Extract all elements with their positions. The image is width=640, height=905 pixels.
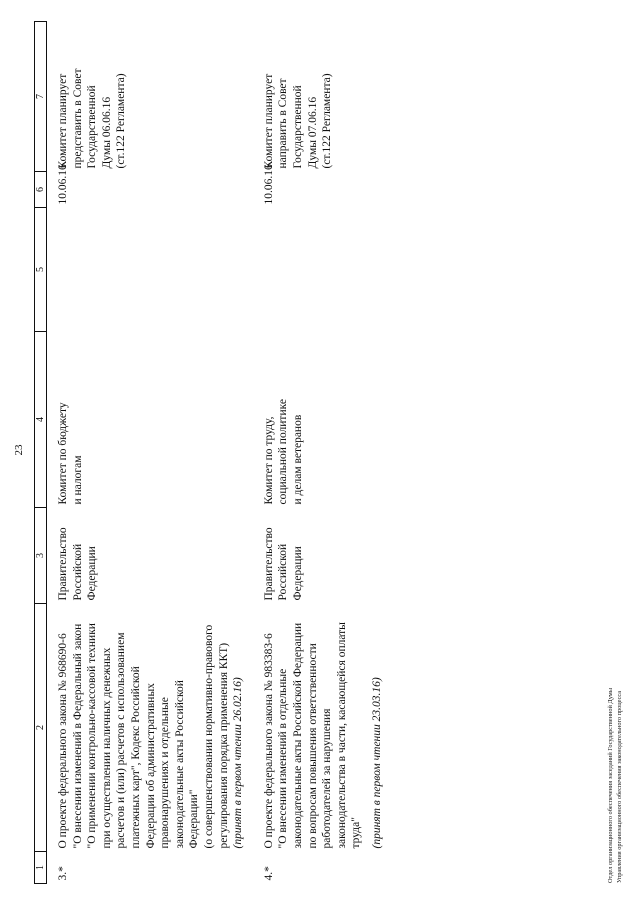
bills-table	[34, 21, 385, 884]
remark-line: Думы 06.06.16	[100, 96, 113, 169]
bill-title-line: "О внесении изменений в отдельные	[277, 668, 290, 849]
table-row	[254, 22, 386, 884]
initiator-line: Федерации	[86, 546, 99, 601]
date-cell: 10.06.16	[57, 164, 69, 205]
remark-line: Государственной	[86, 85, 99, 169]
bill-title-line: труда"	[350, 817, 363, 849]
header-cell: 7	[35, 22, 47, 172]
initiator	[47, 508, 254, 604]
bill-title-line: законодательные акты Российской	[173, 680, 186, 849]
header-cell: 4	[35, 332, 47, 508]
initiator-line: Правительство	[57, 527, 69, 601]
bill-title-line: работодателей за нарушения	[321, 708, 334, 849]
header-cell: 2	[35, 604, 47, 852]
column-5-cell	[254, 208, 386, 332]
remark	[254, 22, 386, 172]
committee-line: и делам ветеранов	[291, 414, 304, 505]
reading-note: (принят в первом чтении 23.03.16)	[370, 677, 383, 849]
bill-title-line: "О внесении изменений в Федеральный закон	[71, 623, 84, 849]
remark-line: представить в Совет	[71, 68, 84, 169]
remark-line: (ст.122 Регламента)	[321, 73, 334, 169]
bill-title	[254, 604, 386, 852]
bill-title-line: законодательства в части, касающейся оплаты	[335, 622, 348, 849]
remark-line: Думы 07.06.16	[306, 96, 319, 169]
bill-title-line: Федерации об административных	[144, 683, 157, 849]
bill-title-line: Федерации"	[188, 789, 201, 849]
table-header-row	[35, 22, 47, 884]
remark-line: (ст.122 Регламента)	[115, 73, 128, 169]
remark-line: Государственной	[291, 85, 304, 169]
committee-line: Комитет по труду,	[262, 416, 275, 505]
footer-line: Отдел организационного обеспечения заседаний Государственной Думы	[607, 688, 614, 883]
committee	[47, 332, 254, 508]
row-number: 3.*	[57, 866, 69, 881]
bill-title-line: законодательные акты Российской Федерации	[291, 622, 304, 849]
bill-title-line: платежных карт", Кодекс Российской	[129, 666, 142, 849]
header-cell: 6	[35, 172, 47, 208]
initiator	[254, 508, 386, 604]
committee-line: и налогам	[71, 455, 84, 505]
table-row	[47, 22, 254, 884]
committee-line: Комитет по бюджету	[57, 402, 69, 505]
remark	[47, 22, 254, 172]
page-number: 23	[13, 444, 25, 456]
bill-title	[47, 604, 254, 852]
bill-title-line: расчетов и (или) расчетов с использованием	[115, 632, 128, 849]
header-cell: 5	[35, 208, 47, 332]
footer-line: Управления организационного обеспечения законодательного процесса	[615, 690, 623, 883]
bill-title-line: при осуществлении наличных денежных	[100, 647, 113, 849]
remark-line: направить в Совет	[277, 78, 290, 169]
bill-title-line: О проекте федерального закона № 968690-6	[57, 633, 69, 849]
remark-line: Комитет планирует	[57, 73, 69, 169]
bill-title-line: "О применении контрольно-кассовой техники	[86, 623, 99, 849]
header-cell: 3	[35, 508, 47, 604]
column-5-cell	[47, 208, 254, 332]
date-cell: 10.06.16	[262, 164, 275, 205]
bill-title-line: правонарушениях и отдельные	[159, 697, 172, 849]
reading-note: (принят в первом чтении 26.02.16)	[232, 677, 245, 849]
committee	[254, 332, 386, 508]
initiator-line: Федерации	[291, 546, 304, 601]
footer	[607, 688, 624, 883]
bill-title-line: (о совершенствовании нормативно-правового	[202, 624, 215, 849]
bill-title-line: О проекте федерального закона № 983383-6	[262, 633, 275, 849]
committee-line: социальной политике	[277, 398, 290, 505]
initiator-line: Российской	[71, 543, 84, 601]
remark-line: Комитет планирует	[262, 73, 275, 169]
row-number: 4.*	[262, 866, 275, 881]
bill-title-line: по вопросам повышения ответственности	[306, 643, 319, 849]
bill-title-line: регулирования порядка применения ККТ)	[217, 642, 230, 849]
initiator-line: Правительство	[262, 527, 275, 601]
initiator-line: Российской	[277, 543, 290, 601]
header-cell: 1	[35, 852, 47, 884]
